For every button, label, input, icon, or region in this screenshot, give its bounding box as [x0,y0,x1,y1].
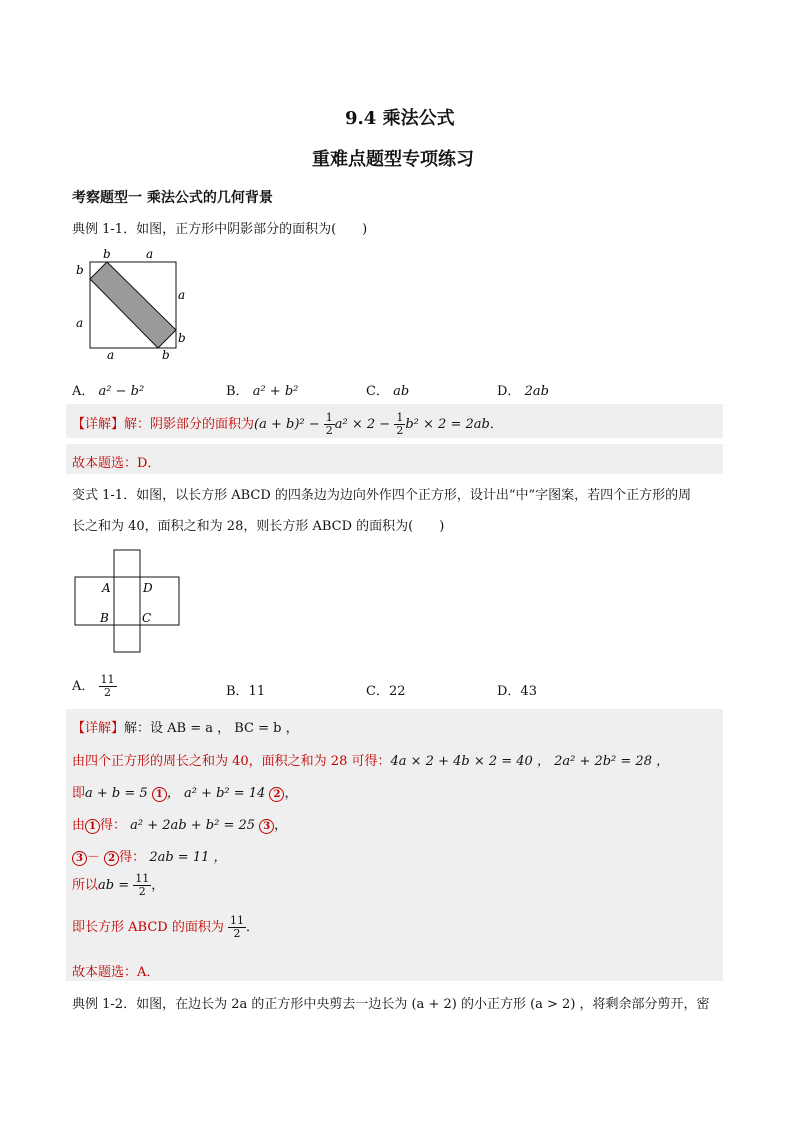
fraction-half: $\frac{1}{2}$ [396,411,404,437]
label-D: D [143,581,153,595]
detail-2-line6: 所以ab = $\frac{11}{2}$ ， [72,872,165,898]
answer-2: 故本题选：A． [72,965,160,980]
answer-1: 故本题选：D． [72,456,161,471]
fraction-half: $\frac{1}{2}$ [325,411,333,437]
label-b-left: b [76,263,84,277]
circle-1: 1 [85,819,100,834]
fraction-11-2: $\frac{11}{2}$ [229,914,244,940]
option-a-2: A． $\frac{11}{2}$ [72,673,115,699]
question-variant-line1: 变式 1-1．如图，以长方形 ABCD 的四条边为边向外作四个正方形，设计出“中”字图案，若四个正方形的周 [72,488,692,503]
option-d-2: D．43 [497,684,537,699]
label-B: B [100,611,109,625]
option-c: C． ab [366,384,410,399]
circle-3: 3 [72,851,87,866]
detail-2-line7: 即长方形 ABCD 的面积为 $\frac{11}{2}$ ． [72,914,259,940]
figure-zhong [72,548,184,656]
detail-1: 【详解】解：阴影部分的面积为(a + b)² − $\frac{1}{2}$ a² × 2 − $\frac{1}{2}$ b² × 2 = 2ab． [72,411,503,437]
option-b: B． a² + b² [226,384,299,399]
circle-1: 1 [152,787,167,802]
page-subtitle: 重难点题型专项练习 [312,149,474,170]
label-a-top: a [146,247,154,261]
option-a: A． a² − b² [72,384,145,399]
label-C: C [142,611,152,625]
label-b-bottom: b [162,348,170,362]
option-b-2: B．11 [226,684,266,699]
question-variant-line2: 长之和为 40，面积之和为 28，则长方形 ABCD 的面积为( ) [72,519,445,534]
fraction-11-2: $\frac{11}{2}$ [100,673,115,699]
label-A: A [102,581,111,595]
detail-2-line4: 由 1 得： a² + 2ab + b² = 25 3 ， [72,818,288,833]
label-a-bottom: a [107,348,115,362]
section-heading: 考察题型一 乘法公式的几何背景 [72,190,273,206]
detail-2-line5: 3 － 2 得： 2ab = 11 ， [72,846,227,866]
circle-2: 2 [269,787,284,802]
page-title: 9.4 乘法公式 [345,108,455,129]
label-a-left: a [76,316,84,330]
detail-2-line2: 由四个正方形的周长之和为 40，面积之和为 28 可得：4a × 2 + 4b × 2 = 40 ， 2a² + 2b² = 28 ， [72,754,670,769]
fraction-11-2: $\frac{11}{2}$ [135,872,150,898]
label-b-right: b [178,331,186,345]
answer-box-1 [66,444,723,474]
detail-2-line1: 【详解】解：设 AB = a ， BC = b ， [72,721,299,736]
circle-2: 2 [104,851,119,866]
label-a-right: a [178,288,186,302]
circle-3: 3 [259,819,274,834]
detail-2-line3: 即a + b = 5 1 ， a² + b² = 14 2 ， [72,786,298,801]
question-1-2: 典例 1-2．如图，在边长为 2a 的正方形中央剪去一边长为 (a + 2) 的小正方形 (a > 2) ，将剩余部分剪开，密 [72,997,710,1012]
question-1-1: 典例 1-1．如图，正方形中阴影部分的面积为( ) [72,222,368,237]
option-c-2: C．22 [366,684,406,699]
option-d: D． 2ab [497,384,549,399]
label-b-top: b [103,247,111,261]
figure-square [70,245,195,365]
